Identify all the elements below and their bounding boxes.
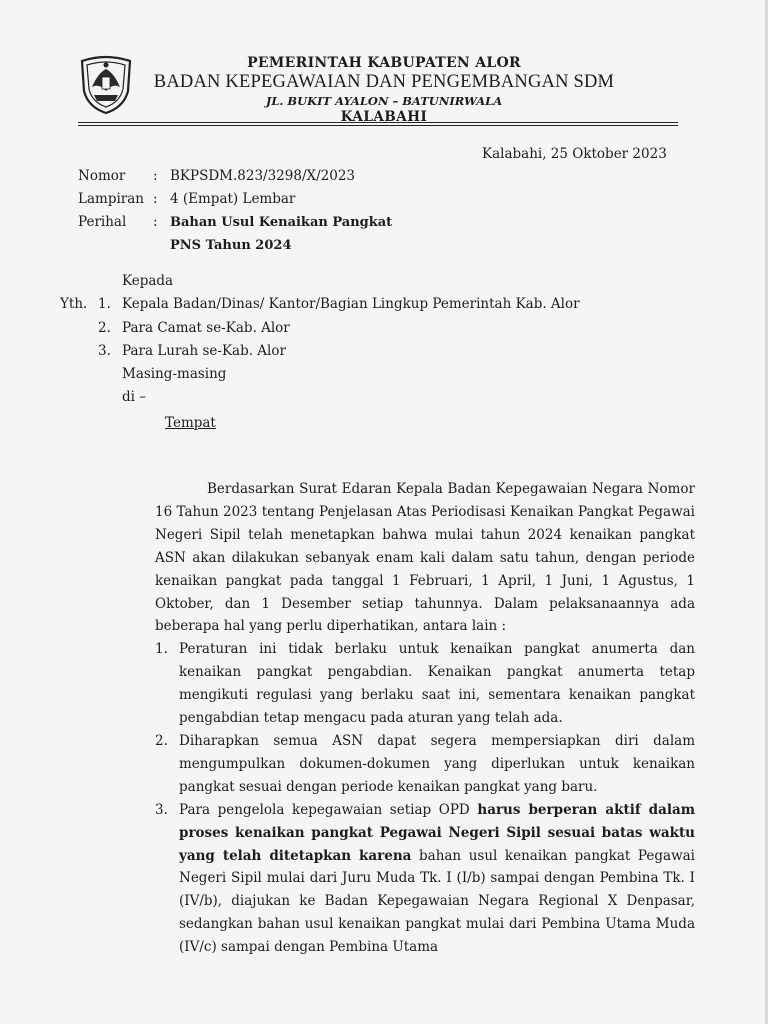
meta-separator: : <box>153 191 158 207</box>
letterhead-city: KALABAHI <box>340 109 428 125</box>
meta-separator: : <box>153 168 158 184</box>
points-list <box>155 638 695 959</box>
meta-perihal-value-1: Bahan Usul Kenaikan Pangkat <box>170 215 393 230</box>
letterhead-government: PEMERINTAH KABUPATEN ALOR <box>247 55 521 71</box>
recipient-item-num: 2. <box>98 319 111 336</box>
point-text-bold: harus berperan aktif dalam proses kenaikan pangkat Pegawai Negeri Sipil sesuai batas waktu yang telah ditetapkan karena <box>179 801 696 864</box>
point-text: Diharapkan semua ASN dapat segera mempersiapkan diri dalam mengumpulkan dokumen-dokumen yang diperlukan untuk kenaikan pangkat sesuai dengan periode kenaikan pangkat yang baru. <box>179 732 695 795</box>
letterhead-rule-thick <box>78 122 678 123</box>
letterhead-agency: BADAN KEPEGAWAIAN DAN PENGEMBANGAN SDM <box>153 72 615 92</box>
point-number: 2. <box>155 732 168 749</box>
meta-lampiran-value: 4 (Empat) Lembar <box>170 191 296 207</box>
recipient-item-num: 3. <box>98 342 111 359</box>
recipient-item-text: Para Camat se-Kab. Alor <box>122 319 290 336</box>
letterhead-rule-thin <box>78 125 678 126</box>
meta-nomor-label: Nomor <box>78 168 126 184</box>
point-text-post: bahan usul kenaikan pangkat Pegawai Negeri Sipil mulai dari Juru Muda Tk. I (I/b) sampai dengan Pembina Tk. I (IV/b), diajukan ke Badan Kepegawaian Negara Regional X Denpasar, sedangkan bahan usul kenaikan pangkat mulai dari Pembina Utama Muda (IV/c) sampai dengan Pembina Utama <box>179 847 695 956</box>
masing-masing-label: Masing-masing <box>122 366 227 383</box>
recipient-item-text: Kepala Badan/Dinas/ Kantor/Bagian Lingkup Pemerintah Kab. Alor <box>122 296 580 313</box>
recipient-item-text: Para Lurah se-Kab. Alor <box>122 342 286 359</box>
di-label: di – <box>122 389 147 406</box>
kepada-label: Kepada <box>122 273 174 289</box>
point-text-pre: Para pengelola kepegawaian setiap OPD <box>179 801 478 818</box>
yth-label: Yth. <box>60 296 88 313</box>
letter-date: Kalabahi, 25 Oktober 2023 <box>482 146 667 162</box>
point-number: 1. <box>155 641 168 658</box>
intro-paragraph: Berdasarkan Surat Edaran Kepala Badan Kepegawaian Negara Nomor 16 Tahun 2023 tentang Penjelasan Atas Periodisasi Kenaikan Pangkat Pegawai Negeri Sipil telah menetapkan bahwa mulai tahun 2024 kenaikan pangkat ASN akan dilakukan sebanyak enam kali dalam satu tahun, dengan periode kenaikan pangkat pada tanggal 1 Februari, 1 April, 1 Juni, 1 Agustus, 1 Oktober, dan 1 Desember setiap tahunnya. Dalam pelaksanaannya ada beberapa hal yang perlu diperhatikan, antara lain : <box>155 481 695 635</box>
point-item-2 <box>155 730 695 799</box>
point-text: Peraturan ini tidak berlaku untuk kenaikan pangkat anumerta dan kenaikan pangkat pengabdian. Kenaikan pangkat anumerta tetap mengikuti regulasi yang berlaku saat ini, sementara kenaikan pangkat pengabdian tetap mengacu pada aturan yang telah ada. <box>179 641 695 727</box>
meta-perihal-value-2: PNS Tahun 2024 <box>170 238 292 253</box>
recipient-item-num: 1. <box>98 296 111 313</box>
letterhead-address: JL. BUKIT AYALON – BATUNIRWALA <box>265 94 503 108</box>
letter-body <box>155 478 695 959</box>
regency-crest-icon <box>78 55 134 115</box>
point-number: 3. <box>155 801 168 818</box>
letterhead <box>140 55 628 125</box>
meta-lampiran-label: Lampiran <box>78 191 144 207</box>
meta-perihal-label: Perihal <box>78 214 127 230</box>
point-item-3 <box>155 799 695 959</box>
point-item-1 <box>155 638 695 730</box>
tempat-label: Tempat <box>165 414 216 431</box>
meta-nomor-value: BKPSDM.823/3298/X/2023 <box>170 168 356 184</box>
meta-separator: : <box>153 214 158 230</box>
